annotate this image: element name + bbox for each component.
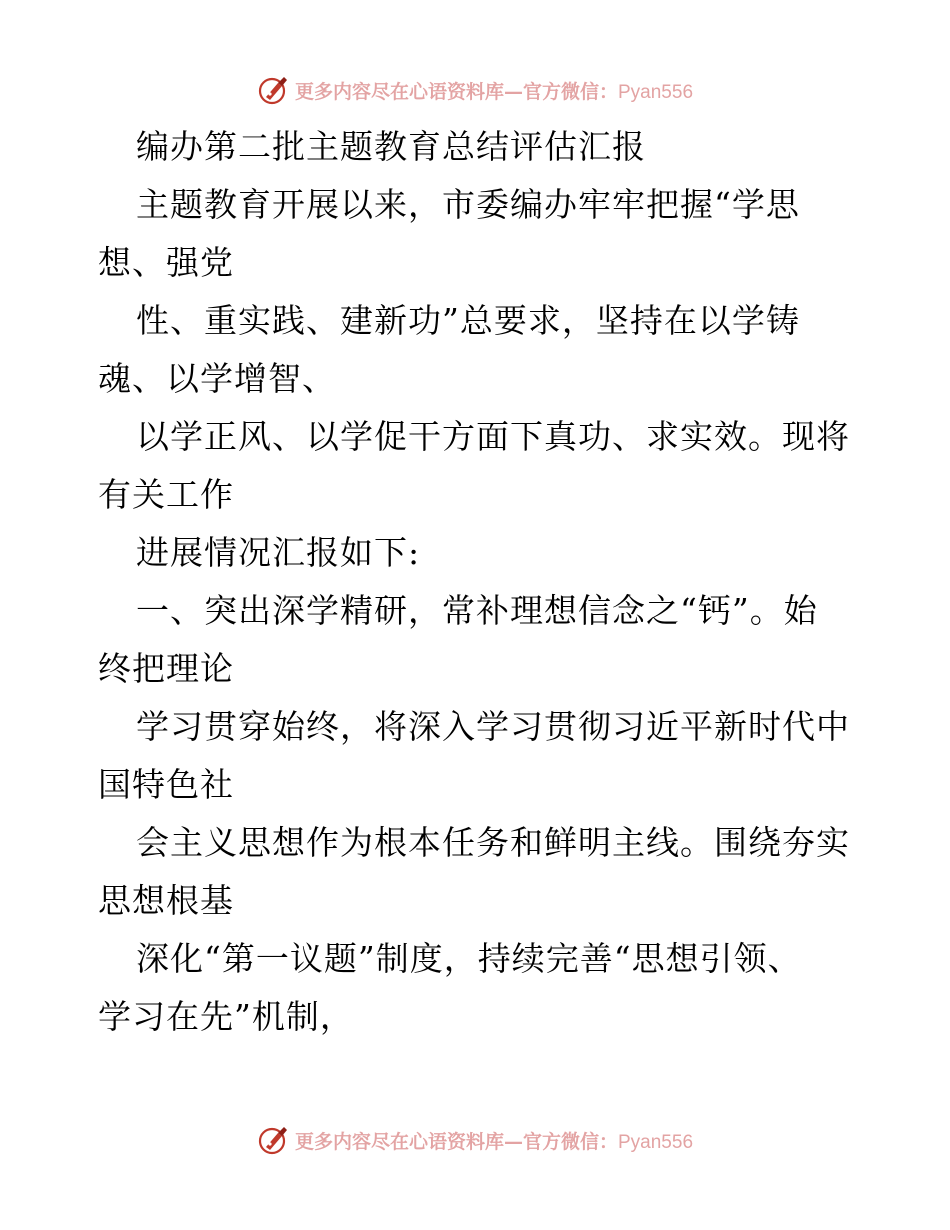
- paragraph-line: 深化“第一议题”制度，持续完善“思想引领、: [136, 939, 802, 978]
- document-title: 编办第二批主题教育总结评估汇报: [136, 127, 646, 166]
- paragraph-line: 学习贯穿始终，将深入学习贯彻习近平新时代中: [136, 707, 850, 746]
- paragraph-line: 国特色社: [98, 765, 234, 804]
- paragraph-line: 思想根基: [98, 881, 234, 920]
- paragraph-line: 会主义思想作为根本任务和鲜明主线。围绕夯实: [136, 823, 850, 862]
- watermark-text: 更多内容尽在心语资料库—官方微信：Pyan556: [294, 1130, 694, 1153]
- paragraph-line: 主题教育开展以来，市委编办牢牢把握“学思: [136, 185, 800, 224]
- paragraph-line: 进展情况汇报如下:: [136, 533, 421, 572]
- fountain-pen-seal-icon: [257, 1124, 289, 1156]
- document-body: [98, 118, 858, 1046]
- paragraph-line: 性、重实践、建新功”总要求，坚持在以学铸: [136, 301, 800, 340]
- paragraph-line: 想、强党: [98, 243, 234, 282]
- paragraph-line: 魂、以学增智、: [98, 359, 336, 398]
- paragraph-line: 终把理论: [98, 649, 234, 688]
- section-heading-line: 一、突出深学精研，常补理想信念之“钙”。始: [136, 591, 818, 630]
- fountain-pen-seal-icon: [257, 74, 289, 106]
- paragraph-line: 以学正风、以学促干方面下真功、求实效。现将: [136, 417, 850, 456]
- watermark-text: 更多内容尽在心语资料库—官方微信：Pyan556: [294, 80, 694, 103]
- header-watermark: [0, 72, 950, 108]
- paragraph-line: 学习在先”机制，: [98, 997, 354, 1036]
- paragraph-line: 有关工作: [98, 475, 234, 514]
- footer-watermark: [0, 1122, 950, 1158]
